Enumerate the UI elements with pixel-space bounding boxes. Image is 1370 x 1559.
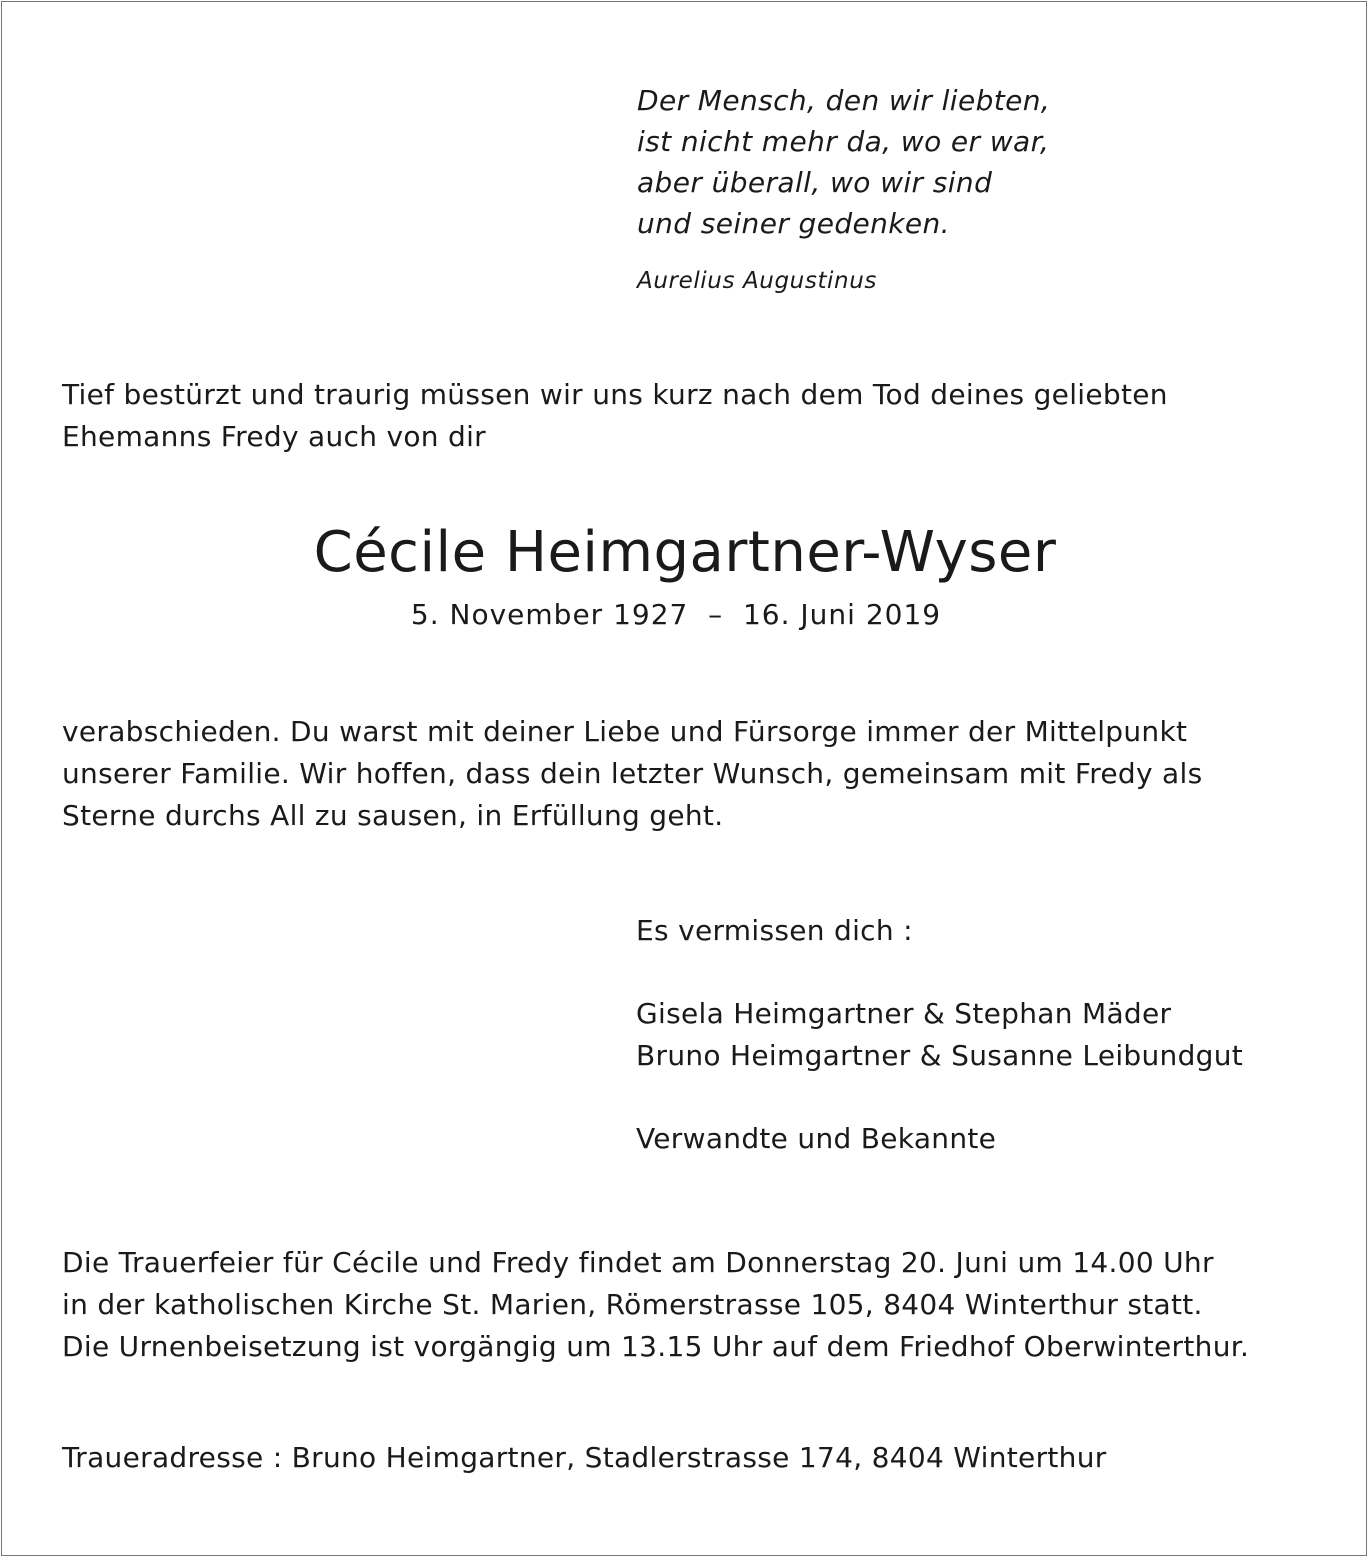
intro-line: Tief bestürzt und traurig müssen wir uns kurz nach dem Tod deines geliebten [62,378,1168,411]
service-line: Die Trauerfeier für Cécile und Fredy findet am Donnerstag 20. Juni um 14.00 Uhr [62,1246,1214,1279]
farewell-paragraph [62,711,1203,837]
address-line: Traueradresse : Bruno Heimgartner, Stadlerstrasse 174, 8404 Winterthur [62,1441,1107,1474]
quote-author: Aurelius Augustinus [637,268,877,294]
deceased-name: Cécile Heimgartner-Wyser [313,520,1057,585]
mourner-name: Gisela Heimgartner & Stephan Mäder [636,997,1172,1030]
service-line: in der katholischen Kirche St. Marien, Römerstrasse 105, 8404 Winterthur statt. [62,1288,1203,1321]
life-dates: 5. November 1927 – 16. Juni 2019 [410,598,942,631]
service-line: Die Urnenbeisetzung ist vorgängig um 13.15 Uhr auf dem Friedhof Oberwinterthur. [62,1330,1250,1363]
mourners-block [636,910,1243,1160]
intro-line: Ehemanns Fredy auch von dir [62,420,486,453]
farewell-line: verabschieden. Du warst mit deiner Liebe und Fürsorge immer der Mittelpunkt [62,715,1188,748]
intro-paragraph [62,374,1168,458]
mourner-name: Bruno Heimgartner & Susanne Leibundgut [636,1039,1244,1072]
quote-line: aber überall, wo wir sind [637,166,993,199]
mourners-heading: Es vermissen dich : [636,914,913,947]
spacer [636,952,1243,993]
memorial-quote [637,80,1050,244]
farewell-line: Sterne durchs All zu sausen, in Erfüllung geht. [62,799,724,832]
quote-line: ist nicht mehr da, wo er war, [637,125,1050,158]
mourners-others: Verwandte und Bekannte [636,1122,997,1155]
farewell-line: unserer Familie. Wir hoffen, dass dein letzter Wunsch, gemeinsam mit Fredy als [62,757,1203,790]
quote-line: Der Mensch, den wir liebten, [637,84,1051,117]
service-paragraph [62,1242,1249,1368]
mourning-address [62,1437,1107,1479]
quote-line: und seiner gedenken. [637,207,950,240]
spacer [636,1077,1243,1118]
